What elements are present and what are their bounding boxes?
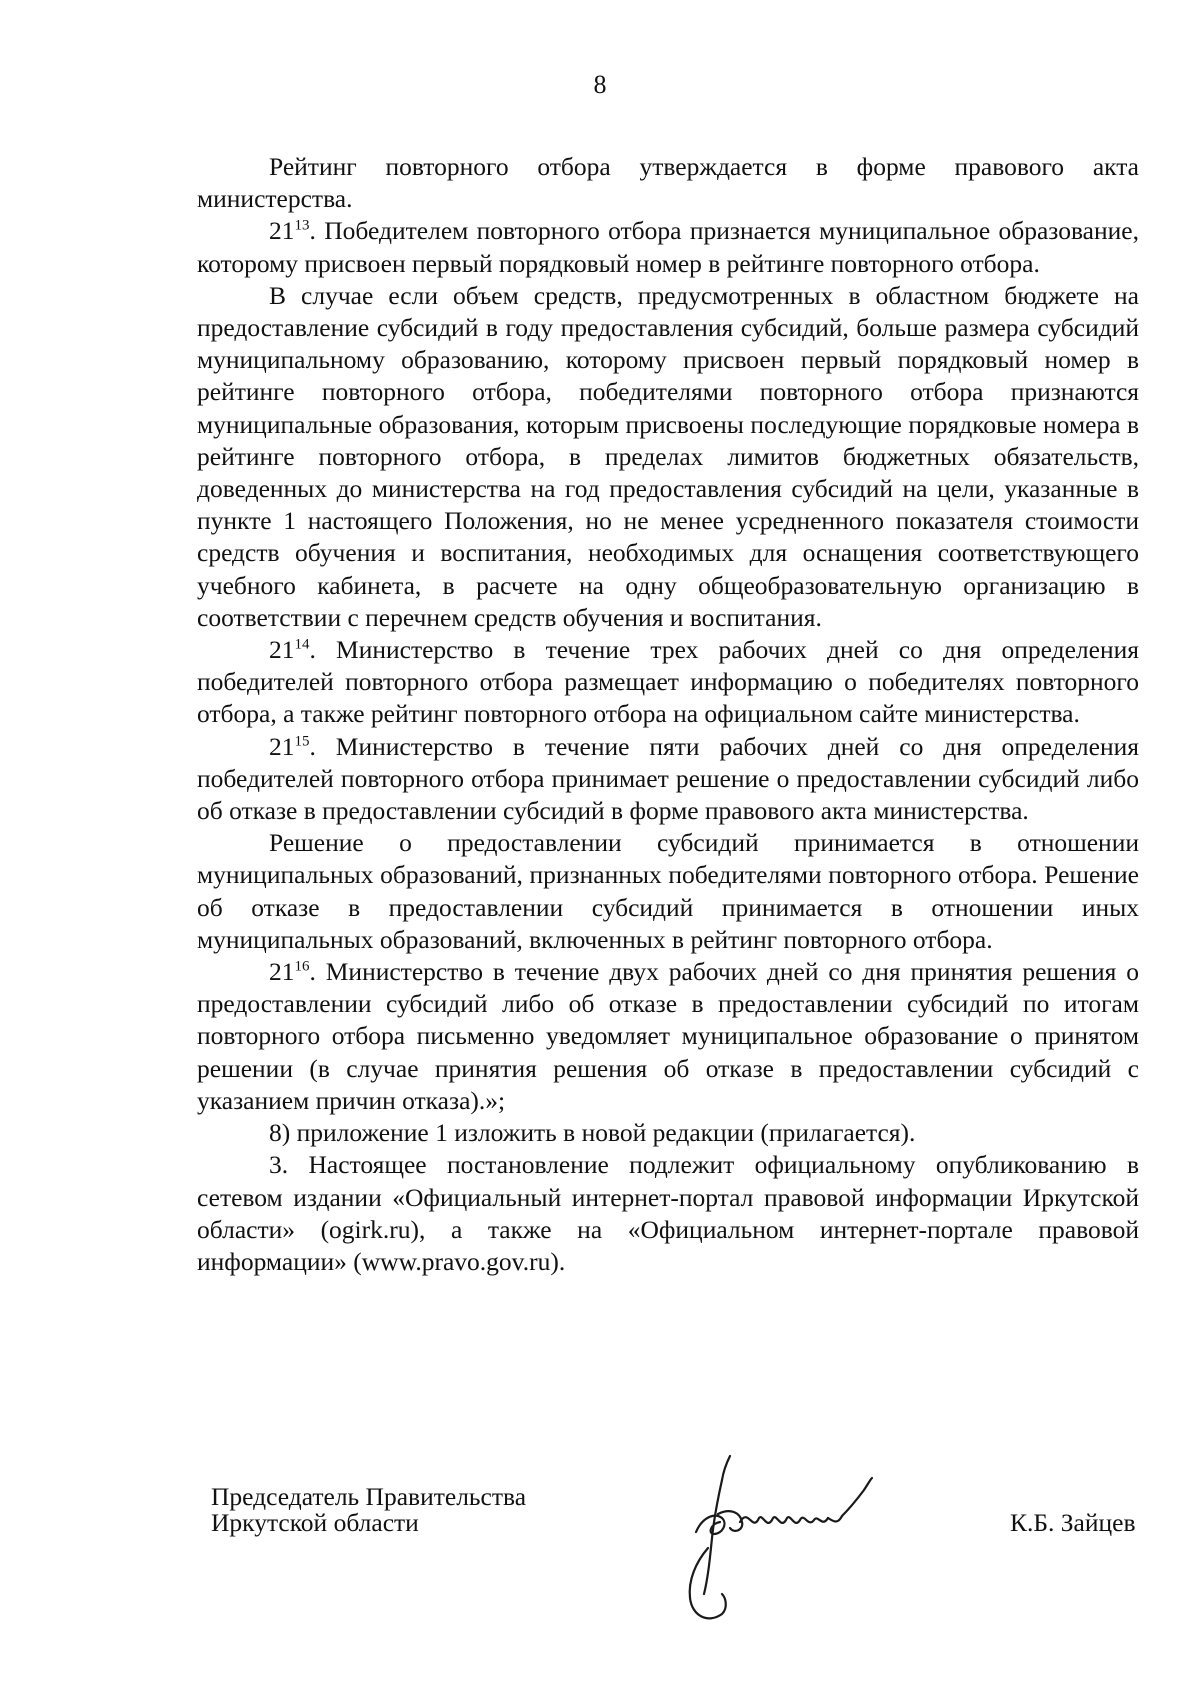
clause-number: 21	[269, 731, 295, 761]
paragraph-decision: Решение о предоставлении субсидий принимается в отношении муниципальных образований, признанных победителями повторного отбора. Решение об отказе в предоставлении субсидий принимается в отношении иных муниципальных образований, включенных в рейтинг повторного отбора.	[197, 828, 1139, 954]
page-number: 8	[593, 70, 607, 99]
clause-superscript: 14	[294, 636, 310, 653]
clause-number: 21	[269, 635, 295, 665]
clause-superscript: 13	[294, 217, 310, 234]
paragraph-21-15: $21^{15}$. Министерство в течение пяти рабочих дней со дня определения победителей повторного отбора принимает решение о предоставлении субсидий либо об отказе в предоставлении субсидий в форме правового акта министерства.	[197, 731, 1139, 826]
signatory-name: К.Б. Зайцев	[1010, 1508, 1136, 1537]
paragraph-rating-approval: Рейтинг повторного отбора утверждается в форме правового акта министерства.	[197, 152, 1139, 214]
document-body	[197, 151, 1139, 1278]
paragraph-item-8: 8) приложение 1 изложить в новой редакции (прилагается).	[269, 1118, 916, 1148]
paragraph-21-13: $21^{13}$. Победителем повторного отбора признается муниципальное образование, которому присвоен первый порядковый номер в рейтинге повторного отбора.	[197, 216, 1139, 278]
handwritten-signature	[678, 1438, 938, 1628]
paragraph-21-16: $21^{16}$. Министерство в течение двух рабочих дней со дня принятия решения о предоставлении субсидий либо об отказе в предоставлении субсидий по итогам повторного отбора письменно уведомляет муниципальное образование о принятом решении (в случае принятия решения об отказе в предоставлении субсидий с указанием причин отказа).»;	[197, 957, 1139, 1115]
clause-superscript: 16	[294, 958, 310, 975]
clause-superscript: 15	[294, 733, 310, 750]
clause-number: 21	[269, 957, 295, 987]
paragraph-21-14: $21^{14}$. Министерство в течение трех рабочих дней со дня определения победителей повторного отбора размещает информацию о победителях повторного отбора, а также рейтинг повторного отбора на официальном сайте министерства.	[197, 635, 1139, 729]
signatory-position-line-2: Иркутской области	[211, 1508, 419, 1537]
paragraph-item-3-publication: 3. Настоящее постановление подлежит официальному опубликованию в сетевом издании «Официальный интернет-портал правовой информации Иркутской области» (ogirk.ru), а также на «Официальном интернет-портале правовой информации» (www.pravo.gov.ru).	[197, 1150, 1139, 1276]
signatory-position	[211, 1484, 526, 1536]
clause-number: 21	[269, 216, 295, 246]
paragraph-multiple-winners: В случае если объем средств, предусмотренных в областном бюджете на предоставление субсидий в году предоставления субсидий, больше размера субсидий муниципальному образованию, которому присвоен первый порядковый номер в рейтинге повторного отбора, победителями повторного отбора признаются муниципальные образования, которым присвоены последующие порядковые номера в рейтинге повторного отбора, в пределах лимитов бюджетных обязательств, доведенных до министерства на год предоставления субсидий на цели, указанные в пункте 1 настоящего Положения, но не менее усредненного показателя стоимости средств обучения и воспитания, необходимых для оснащения соответствующего учебного кабинета, в расчете на одну общеобразовательную организацию в соответствии с перечнем средств обучения и воспитания.	[197, 280, 1139, 632]
signatory-position-line-1: Председатель Правительства	[211, 1482, 527, 1511]
